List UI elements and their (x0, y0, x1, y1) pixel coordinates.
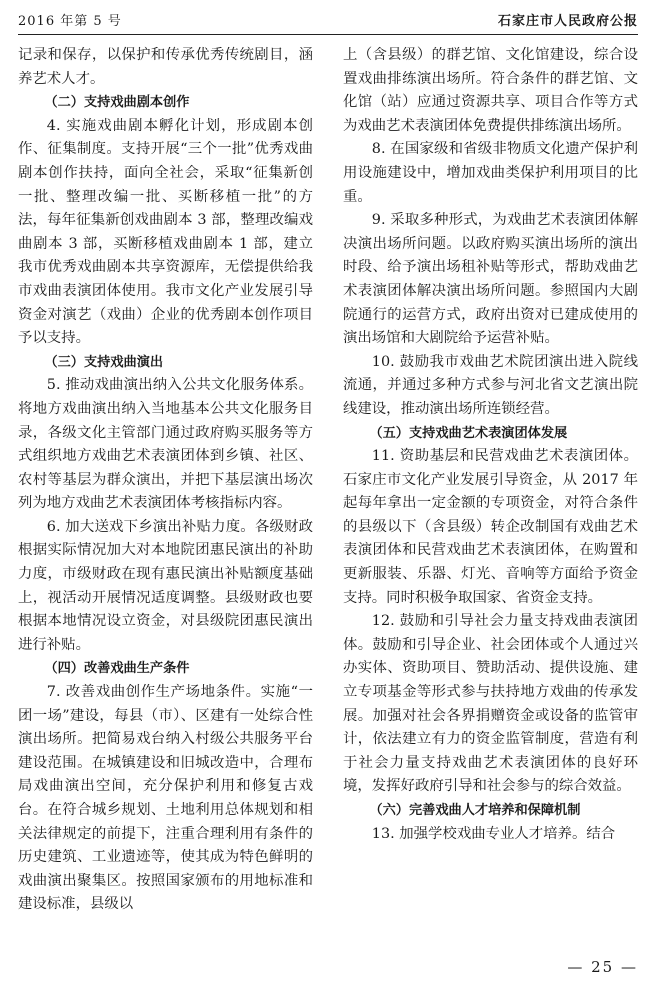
paragraph: 4. 实施戏曲剧本孵化计划，形成剧本创作、征集制度。支持开展“三个一批”优秀戏曲剧本创作扶持，面向全社会，采取“征集新创一批、整理改编一批、买断移植一批”的方法，每年征集新创戏曲剧本 3 部，整理改编戏曲剧本 3 部，买断移植戏曲剧本 1 部，建立我市优秀戏曲剧本共享资源库，无偿提供给我市戏曲表演团体使用。我市文化产业发展引导资金对演艺（戏曲）企业的优秀剧本创作项目予以支持。 (18, 117, 313, 347)
right-column (343, 44, 638, 846)
section-heading: （二）支持戏曲剧本创作 (44, 95, 190, 111)
paragraph: 7. 改善戏曲创作生产场地条件。实施“一团一场”建设，每县（市）、区建有一处综合性演出场所。把简易戏台纳入村级公共服务平台建设范围。在城镇建设和旧城改造中，合理布局戏曲演出空间，充分保护利用和修复古戏台。在符合城乡规划、土地利用总体规划和相关法律规定的前提下，注重合理利用有条件的历史建筑、工业遗迹等，使其成为特色鲜明的戏曲演出聚集区。按照国家颁布的用地标准和建设标准，县级以 (18, 684, 313, 913)
paragraph: 上（含县级）的群艺馆、文化馆建设，综合设置戏曲排练演出场所。符合条件的群艺馆、文化馆（站）应通过资源共享、项目合作等方式为戏曲艺术表演团体免费提供排练演出场所。 (343, 47, 638, 134)
issue-label: 2016 年第 5 号 (18, 14, 122, 29)
paragraph: 11. 资助基层和民营戏曲艺术表演团体。石家庄市文化产业发展引导资金，从 2017 年起每年拿出一定金额的专项资金，对符合条件的县级以下（含县级）转企改制国有戏曲艺术表演团体和民营戏曲艺术表演团体，在购置和更新服装、乐器、灯光、音响等方面给予资金支持。同时积极争取国家、省资金支持。 (343, 448, 638, 606)
paragraph: 10. 鼓励我市戏曲艺术院团演出进入院线流通，并通过多种方式参与河北省文艺演出院线建设，推动演出场所连锁经营。 (343, 353, 638, 417)
section-heading: （五）支持戏曲艺术表演团体发展 (369, 425, 568, 441)
paragraph: 9. 采取多种形式，为戏曲艺术表演团体解决演出场所问题。以政府购买演出场所的演出时段、给予演出场租补贴等形式，帮助戏曲艺术表演团体解决演出场所问题。参照国内大剧院通行的运营方式，政府出资对已建成使用的演出场馆和大剧院给予运营补贴。 (343, 212, 638, 347)
page-header (18, 0, 638, 35)
section-heading: （六）完善戏曲人才培养和保障机制 (369, 803, 581, 818)
publication-title: 石家庄市人民政府公报 (497, 14, 638, 29)
paragraph: 记录和保存，以保护和传承优秀传统剧目，涵养艺术人才。 (18, 47, 313, 87)
left-column (18, 44, 313, 917)
page-number: — 25 — (567, 958, 638, 976)
paragraph: 13. 加强学校戏曲专业人才培养。结合 (371, 825, 616, 842)
paragraph: 12. 鼓励和引导社会力量支持戏曲表演团体。鼓励和引导企业、社会团体或个人通过兴办实体、资助项目、赞助活动、提供设施、建立专项基金等形式参与扶持地方戏曲的传承发展。加强对社会各界捐赠资金或设备的监管审计，依法建立有力的资金监管制度，营造有利于社会力量支持戏曲艺术表演团体的良好环境，发挥好政府引导和社会参与的综合效益。 (343, 613, 638, 795)
paragraph: 6. 加大送戏下乡演出补贴力度。各级财政根据实际情况加大对本地院团惠民演出的补助力度，市级财政在现有惠民演出补贴额度基础上，视活动开展情况适度调整。县级财政也要根据本地情况设立资金，对县级院团惠民演出进行补贴。 (18, 518, 313, 653)
paragraph: 5. 推动戏曲演出纳入公共文化服务体系。将地方戏曲演出纳入当地基本公共文化服务目录，各级文化主管部门通过政府购买服务等方式组织地方戏曲艺术表演团体到乡镇、社区、农村等基层为群众演出，并把下基层演出场次列为地方戏曲艺术表演团体考核指标内容。 (18, 377, 313, 512)
section-heading: （三）支持戏曲演出 (44, 354, 164, 370)
section-heading: （四）改善戏曲生产条件 (44, 661, 190, 677)
paragraph: 8. 在国家级和省级非物质文化遗产保护利用设施建设中，增加戏曲类保护利用项目的比重。 (343, 141, 638, 205)
